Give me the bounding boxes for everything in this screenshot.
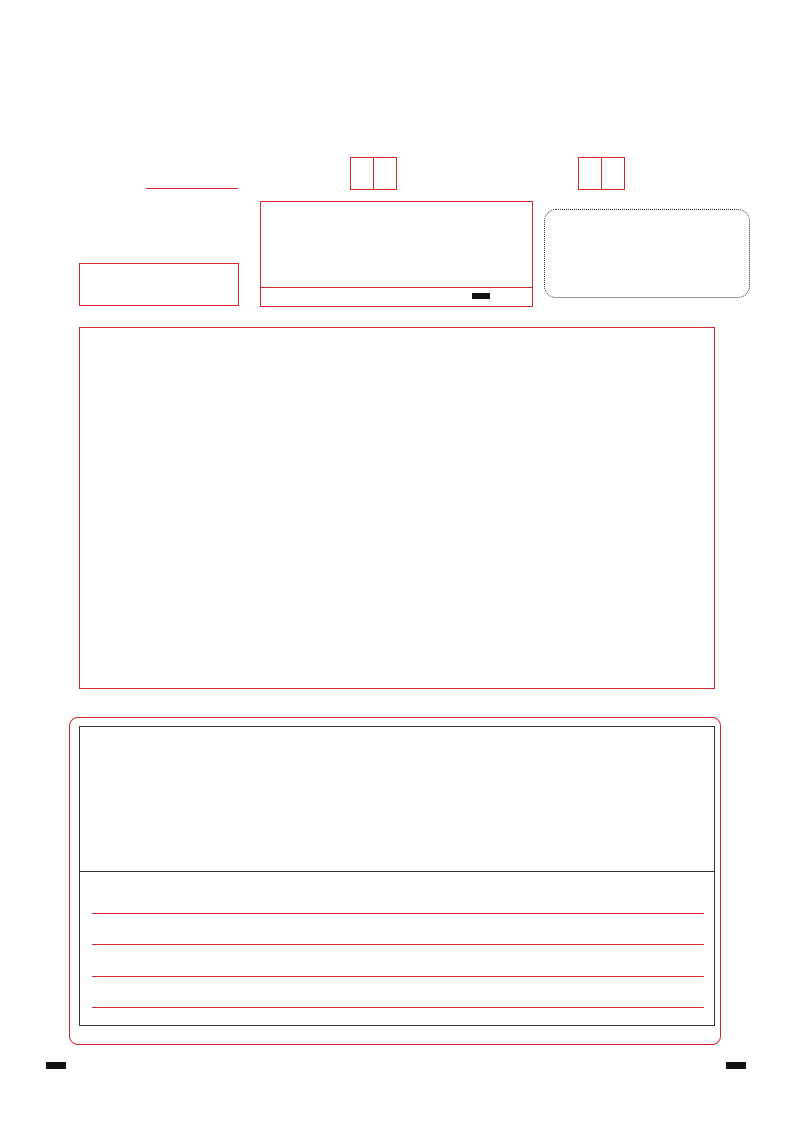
seat-box-1[interactable]	[578, 157, 602, 190]
missing-exam-mark-area	[79, 263, 239, 306]
writing-line[interactable]	[92, 1007, 704, 1008]
barcode-area	[544, 209, 750, 298]
writing-divider	[79, 871, 715, 872]
timing-mark	[46, 1062, 66, 1069]
exam-room-box-1[interactable]	[350, 157, 374, 190]
name-field[interactable]	[146, 188, 238, 189]
seat-box-2[interactable]	[601, 157, 625, 190]
writing-line[interactable]	[92, 976, 704, 977]
exam-room-box-2[interactable]	[373, 157, 397, 190]
choice-section-box	[79, 327, 715, 689]
notice-box	[260, 201, 533, 307]
writing-line[interactable]	[92, 913, 704, 914]
correct-fill-sample	[472, 293, 490, 299]
writing-line[interactable]	[92, 944, 704, 945]
nonchoice-inner-frame	[79, 726, 715, 1026]
timing-mark	[726, 1062, 746, 1069]
notice-divider	[261, 287, 532, 288]
